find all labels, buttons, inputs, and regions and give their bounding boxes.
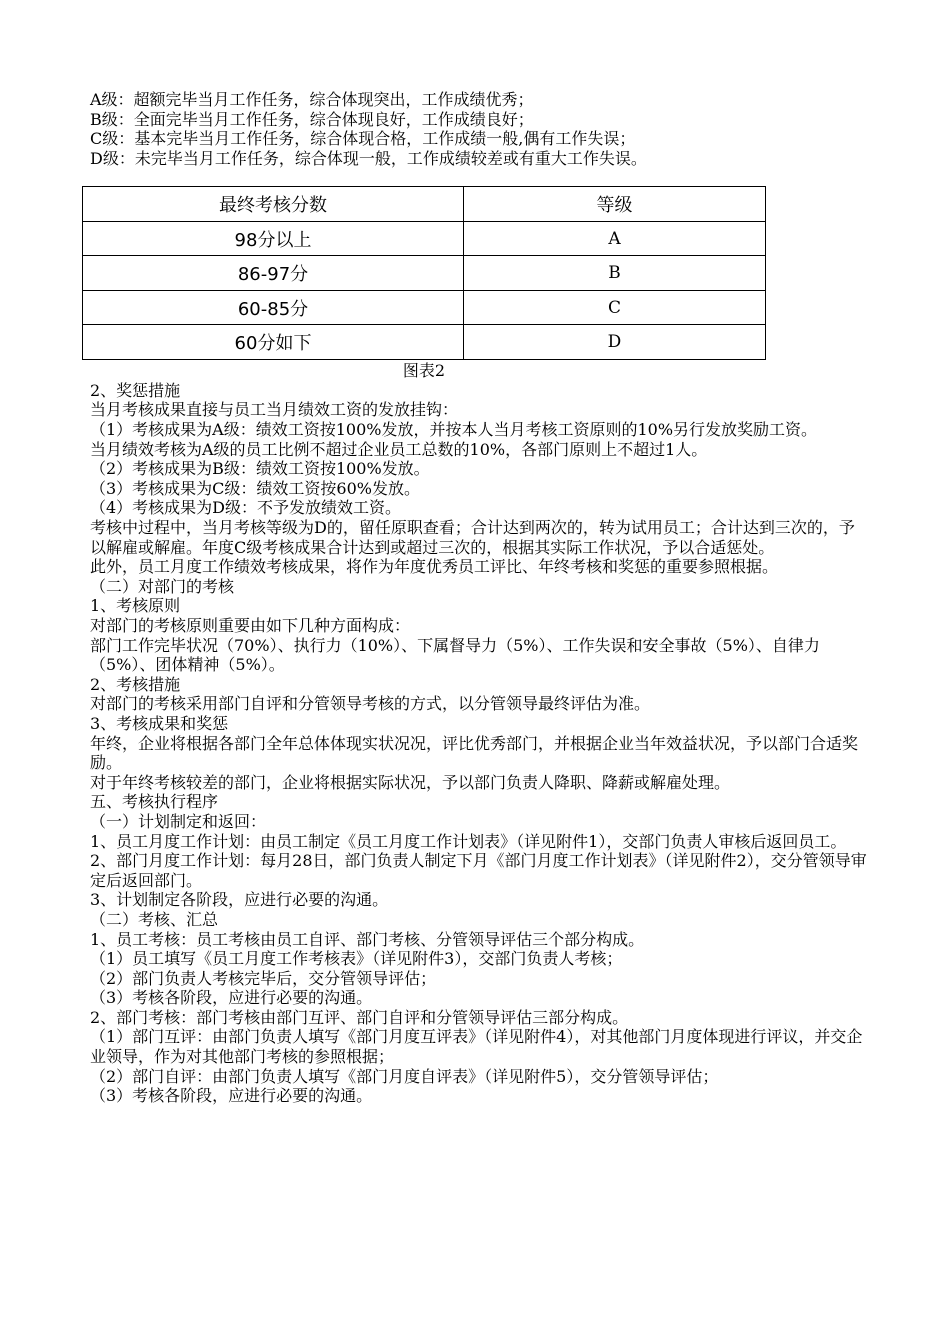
grade-level-d: D级：未完毕当月工作任务，综合体现一般，工作成绩较差或有重大工作失误。 — [90, 148, 647, 168]
paragraph: （3）考核各阶段，应进行必要的沟通。 — [90, 988, 373, 1008]
grade-cell: B — [464, 256, 766, 291]
section-heading: （二）对部门的考核 — [90, 576, 235, 596]
score-grade-table — [82, 186, 766, 360]
paragraph: 年终，企业将根据各部门全年总体体现实状况况，评比优秀部门，并根据企业当年效益状况，予以部门合适奖励。 — [90, 733, 859, 773]
paragraph: 1、员工考核：员工考核由员工自评、部门考核、分管领导评估三个部分构成。 — [90, 929, 645, 949]
header-grade: 等级 — [464, 187, 766, 222]
paragraph: （4）考核成果为D级：不予发放绩效工资。 — [90, 498, 402, 518]
section-heading: 2、奖惩措施 — [90, 380, 181, 400]
paragraph: 对部门的考核原则重要由如下几种方面构成： — [90, 616, 411, 635]
table-row — [83, 290, 766, 325]
section-heading: 3、考核成果和奖惩 — [90, 713, 229, 733]
grade-level-a: A级：超额完毕当月工作任务，综合体现突出，工作成绩优秀； — [90, 90, 534, 109]
section-heading: 五、考核执行程序 — [90, 792, 219, 812]
score-cell: 60分如下 — [83, 325, 464, 360]
paragraph: 此外，员工月度工作绩效考核成果，将作为年度优秀员工评比、年终考核和奖惩的重要参照根据。 — [90, 557, 779, 577]
paragraph: 当月绩效考核为A级的员工比例不超过企业员工总数的10%，各部门原则上不超过1人。 — [90, 439, 708, 459]
grade-level-c: C级：基本完毕当月工作任务，综合体现合格，工作成绩一般,偶有工作失误； — [90, 129, 636, 149]
table-header-row — [83, 187, 766, 222]
paragraph: （3）考核成果为C级：绩效工资按60%发放。 — [90, 478, 420, 498]
paragraph: （1）部门互评：由部门负责人填写《部门月度互评表》（详见附件4），对其他部门月度体现进行评议，并交企业领导，作为对其他部门考核的参照根据； — [90, 1027, 863, 1067]
document-page — [90, 90, 870, 1106]
grade-cell: A — [464, 221, 766, 256]
table-caption: 图表2 — [402, 360, 446, 380]
paragraph: （2）部门自评：由部门负责人填写《部门月度自评表》（详见附件5），交分管领导评估； — [90, 1066, 719, 1086]
paragraph: 对于年终考核较差的部门，企业将根据实际状况，予以部门负责人降职、降薪或解雇处理。 — [90, 772, 731, 792]
paragraph: （1）员工填写《员工月度工作考核表》（详见附件3），交部门负责人考核； — [90, 949, 623, 969]
paragraph: （3）考核各阶段，应进行必要的沟通。 — [90, 1086, 373, 1106]
score-cell: 60-85分 — [83, 290, 464, 325]
section-heading: （二）考核、汇总 — [90, 909, 219, 929]
grade-level-b: B级：全面完毕当月工作任务，综合体现良好，工作成绩良好； — [90, 109, 534, 129]
paragraph: （1）考核成果为A级：绩效工资按100%发放，并按本人当月考核工资原则的10%另行发放奖励工资。 — [90, 420, 818, 440]
paragraph: （2）部门负责人考核完毕后，交分管领导评估； — [90, 968, 437, 988]
section-heading: 2、考核措施 — [90, 674, 181, 694]
paragraph: 考核中过程中，当月考核等级为D的，留任原职查看；合计达到两次的，转为试用员工；合计达到三次的，予以解雇或解雇。年度C级考核成果合计达到或超过三次的，根据其实际工作状况，予以合适惩处。 — [90, 518, 855, 557]
section-heading: 1、考核原则 — [90, 596, 181, 616]
grade-cell: D — [464, 325, 766, 360]
paragraph: 3、计划制定各阶段，应进行必要的沟通。 — [90, 890, 389, 910]
table-row — [83, 221, 766, 256]
table-row — [83, 325, 766, 360]
paragraph: 部门工作完毕状况（70%）、执行力（10%）、下属督导力（5%）、工作失误和安全事故（5%）、自律力（5%）、团体精神（5%）。 — [90, 635, 820, 675]
header-score: 最终考核分数 — [83, 187, 464, 222]
score-cell: 98分以上 — [83, 221, 464, 256]
paragraph: 1、员工月度工作计划：由员工制定《员工月度工作计划表》（详见附件1），交部门负责人审核后返回员工。 — [90, 831, 847, 851]
paragraph: 2、部门考核：部门考核由部门互评、部门自评和分管领导评估三部分构成。 — [90, 1007, 629, 1027]
section-heading: （一）计划制定和返回： — [90, 811, 267, 831]
grade-cell: C — [464, 290, 766, 325]
score-cell: 86-97分 — [83, 256, 464, 291]
paragraph: 2、部门月度工作计划：每月28日，部门负责人制定下月《部门月度工作计划表》（详见附件2），交分管领导审定后返回部门。 — [90, 851, 867, 890]
paragraph: 当月考核成果直接与员工当月绩效工资的发放挂钩： — [90, 400, 459, 420]
paragraph: 对部门的考核采用部门自评和分管领导考核的方式，以分管领导最终评估为准。 — [90, 694, 651, 714]
paragraph: （2）考核成果为B级：绩效工资按100%发放。 — [90, 459, 430, 479]
table-row — [83, 256, 766, 291]
